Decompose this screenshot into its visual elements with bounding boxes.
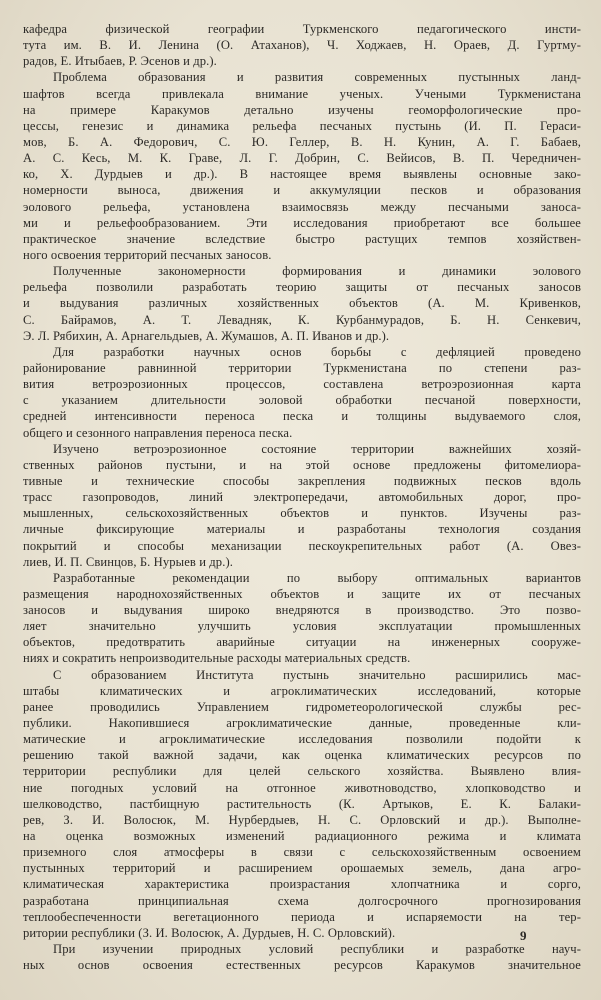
paragraph [23,570,581,667]
text-line: эолового рельефа, установлена взаимосвязь между песчаными заноса- [23,199,581,214]
paragraph [23,441,581,570]
text-line: номерности выноса, движения и аккумуляции песков и образования [23,183,581,198]
text-line: личные фиксирующие материалы и разработаны технология создания [23,522,581,537]
text-line: При изучении природных условий республики и разработке науч- [53,942,581,957]
text-line: цессы, генезис и динамика рельефа песчаных пустынь (И. П. Гераси- [23,118,581,133]
text-line: матические и агроклиматические исследования позволили подойти к [23,732,581,747]
text-line: территории республики для целей сельского хозяйства. Выявлено влия- [23,764,581,779]
text-line: на примере Каракумов детально изучены геоморфологические про- [23,102,581,117]
text-line: заносов и выдувания широко внедряются в производство. Это позво- [23,603,581,618]
paragraph [23,344,581,441]
text-line: решению такой важной задачи, как оценка климатических ресурсов по [23,748,581,763]
text-line: рельефа позволили разработать теорию защиты от песчаных заносов [23,280,581,295]
text-line: шафтов всегда привлекала внимание ученых. Учеными Туркменистана [23,86,581,101]
body-text [23,21,581,973]
text-line: ко, Х. Дурдыев и др.). В настоящее время выявлены основные зако- [23,167,581,182]
text-line: шелководство, пастбищную растительность (К. Артыков, Е. К. Балаки- [23,796,581,811]
text-line: ритории республики (З. И. Волосюк, А. Дурдыев, Н. С. Орловский). [23,925,396,940]
text-line: С образованием Института пустынь значительно расширились мас- [53,667,581,682]
text-line: мышленных, сельскохозяйственных объектов и пунктов. Изучены раз- [23,506,581,521]
text-line: общего и сезонного направления переноса песка. [23,425,293,440]
text-line: ниях и сократить непроизводительные расходы материальных средств. [23,651,411,666]
text-line: А. С. Кесь, М. К. Граве, Л. Г. Добрин, С. Вейисов, В. П. Чередничен- [23,151,581,166]
text-line: Изучено ветроэрозионное состояние территории важнейших хозяй- [53,441,581,456]
text-line: рев, З. И. Волосюк, М. Нурбердыев, Н. С. Орловский и др.). Выполне- [23,812,581,827]
text-line: размещения народнохозяйственных объектов и защите их от песчаных [23,586,581,601]
text-line: покрытий и способы механизации пескоукрепительных работ (А. Овез- [23,538,581,553]
text-line: ного освоения территорий песчаных заносов. [23,247,272,262]
text-line: трасс газопроводов, линий электропередачи, автомобильных дорог, про- [23,490,581,505]
paragraph [23,69,581,263]
text-line: ранее проводились Управлением гидрометеорологической службы рес- [23,699,581,714]
text-line: радов, Е. Итыбаев, Р. Эсенов и др.). [23,54,217,69]
text-line: теплообеспеченности вегетационного периода и испаряемости на тер- [23,909,581,924]
text-line: средней интенсивности переноса песка и толщины выдуваемого слоя, [23,409,581,424]
text-line: публики. Накопившиеся агроклиматические данные, проведенные кли- [23,716,581,731]
text-line: лиев, И. П. Свинцов, Б. Нурыев и др.). [23,554,233,569]
text-line: приземного слоя атмосферы в связи с сельскохозяйственным освоением [23,845,581,860]
text-line: тута им. В. И. Ленина (О. Атаханов), Ч. Ходжаев, Н. Ораев, Д. Гуртму- [23,38,581,53]
text-line: объектов, предотвратить аварийные ситуации на инженерных сооруже- [23,635,581,650]
text-line: тивные и технические способы закрепления подвижных песков вдоль [23,473,581,488]
text-line: и выдувания различных хозяйственных объектов (А. М. Кривенков, [23,296,581,311]
text-line: ственных районов пустыни, и на этой основе предложены фитомелиора- [23,457,581,472]
text-line: Э. Л. Рябихин, А. Арнагельдыев, А. Жумашов, А. П. Иванов и др.). [23,328,390,343]
paragraph [23,21,581,69]
text-line: кафедра физической географии Туркменского педагогического инсти- [23,22,581,36]
text-line: Разработанные рекомендации по выбору оптимальных вариантов [53,570,581,585]
text-line: районирование равнинной территории Туркменистана по степени раз- [23,360,581,375]
paragraph [23,263,581,344]
text-line: ми и рельефообразованием. Эти исследования приобретают все большее [23,215,581,230]
page-number: 9 [520,928,527,943]
text-line: на оценка возможных изменений радиационного режима и климата [23,829,581,844]
text-line: Полученные закономерности формирования и динамики эолового [53,264,581,279]
text-line: практическое значение вследствие быстро растущих темпов хозяйствен- [23,231,581,246]
paragraph [23,667,581,941]
text-line: с указанием длительности эоловой обработки песчаной поверхности, [23,393,581,408]
text-line: Проблема образования и развития современных пустынных ланд- [53,70,581,85]
text-line: С. Байрамов, А. Т. Левадняк, К. Курбанмурадов, Б. Н. Сенкевич, [23,312,581,327]
text-line: Для разработки научных основ борьбы с дефляцией проведено [53,344,581,359]
text-line: климатическая характеристика произрастания хлопчатника и сорго, [23,877,581,892]
text-line: вития ветроэрозионных процессов, составлена ветроэрозионная карта [23,377,581,392]
text-line: пустынных территорий и расширением орошаемых земель, дана агро- [23,861,581,876]
text-line: ных основ освоения естественных ресурсов Каракумов значительное [23,958,581,973]
text-line: разработана принципиальная схема долгосрочного прогнозирования [23,893,581,908]
text-line: ние погодных условий на отгонное животноводство, хлопководство и [23,780,581,795]
paragraph [23,941,581,973]
text-line: мов, Б. А. Федорович, С. Ю. Геллер, В. Н. Кунин, А. Г. Бабаев, [23,134,581,149]
text-line: штабы климатических и агроклиматических исследований, которые [23,683,581,698]
text-line: ляет значительно улучшить условия эксплуатации промышленных [23,619,581,634]
